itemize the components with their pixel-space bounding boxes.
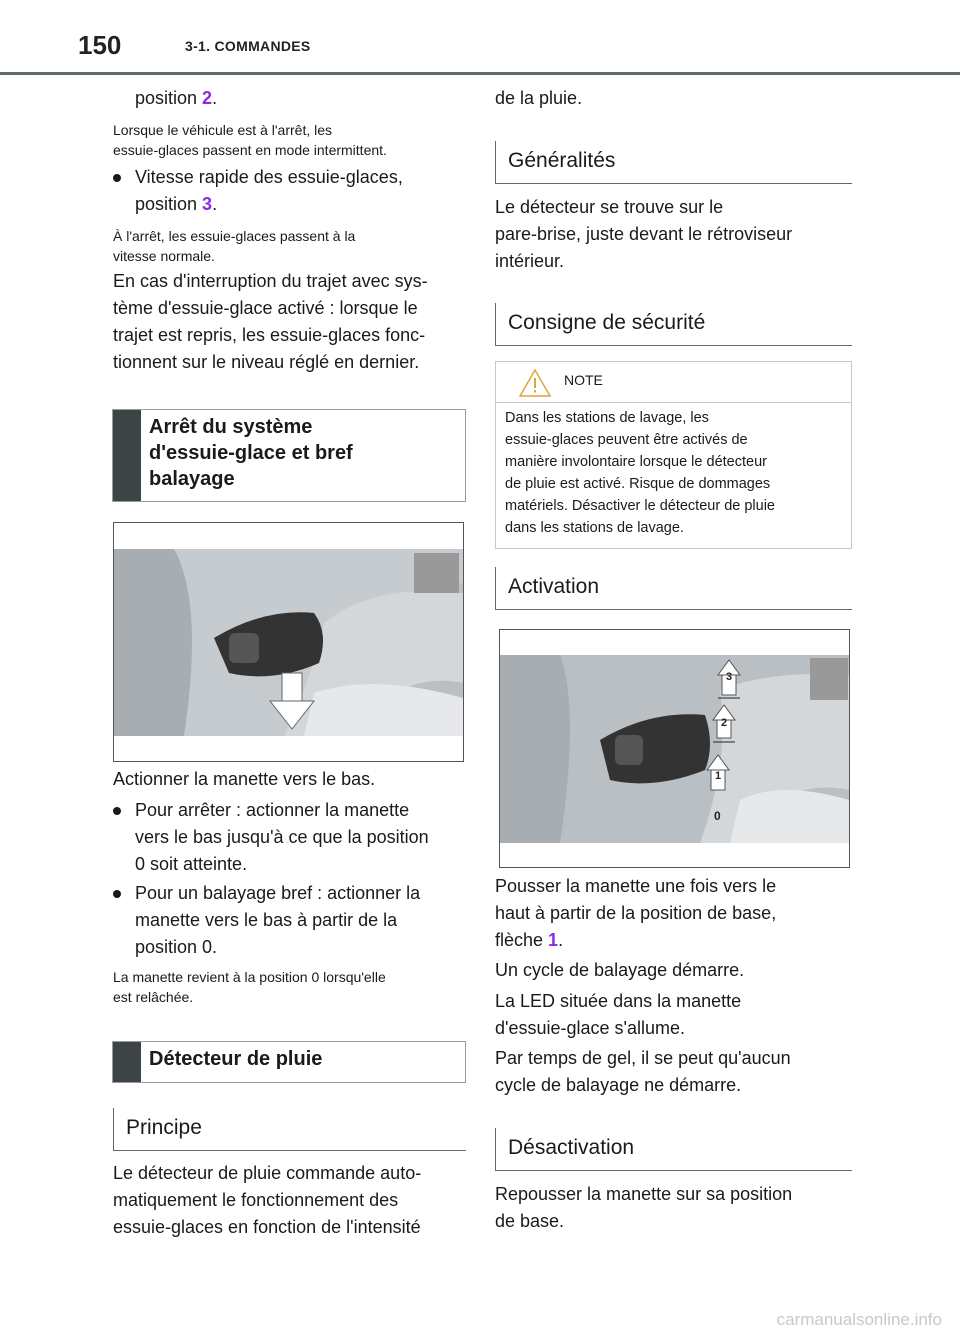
banner-title: Détecteur de pluie [149, 1048, 323, 1070]
bullet-balayage-bref: Pour un balayage bref : actionner la manette vers le bas à partir de la position 0. [135, 880, 420, 961]
subheading-consigne: Consigne de sécurité [495, 303, 852, 346]
paragraph-stop-speed: À l'arrêt, les essuie-glaces passent à la vitesse normale. [113, 228, 356, 264]
bullet-dot [113, 174, 121, 182]
subheading-desactivation: Désactivation [495, 1128, 852, 1171]
wiper-lever-down-illustration [114, 523, 463, 761]
paragraph-actionner: Actionner la manette vers le bas. [113, 769, 376, 789]
bullet-fast-speed: Vitesse rapide des essuie-glaces, position 3. [135, 164, 403, 218]
section-banner-detecteur [112, 1041, 466, 1083]
paragraph-generalites: Le détecteur se trouve sur le pare-brise, juste devant le rétroviseur intérieur. [495, 197, 793, 271]
paragraph-led: La LED située dans la manette d'essuie-glace s'allume. [495, 991, 742, 1038]
bullet-dot [113, 807, 121, 815]
note-title: NOTE [564, 372, 603, 388]
position-number: 2 [202, 88, 213, 108]
header-divider [0, 72, 960, 75]
page-number: 150 [78, 30, 122, 60]
banner-bar [113, 1042, 141, 1082]
note-box [495, 361, 852, 549]
fig-label-1: 1 [715, 770, 722, 782]
wiper-lever-positions-illustration [500, 630, 849, 867]
figure-wiper-down [113, 522, 464, 762]
note-text: Dans les stations de lavage, les essuie-glaces peuvent être activés de manière involontaire lorsque le détecteur de pluie est activé. Risque de dommages matériels. Désactiver le détecteur de pluie dans les stations de lavage. [505, 410, 775, 536]
fig-label-0: 0 [714, 809, 721, 823]
paragraph-cycle: Un cycle de balayage démarre. [495, 960, 745, 980]
bullet-dot [113, 890, 121, 898]
figure-wiper-up [499, 629, 850, 868]
paragraph-pousser: Pousser la manette une fois vers le haut à partir de la position de base, flèche 1. [495, 876, 777, 950]
note-header [496, 362, 851, 403]
paragraph-de-la-pluie: de la pluie. [495, 88, 583, 108]
section-banner-arret [112, 409, 466, 502]
subheading-principe: Principe [113, 1108, 466, 1151]
paragraph-manette-revient: La manette revient à la position 0 lorsqu'elle est relâchée. [113, 969, 386, 1005]
paragraph-gel: Par temps de gel, il se peut qu'aucun cycle de balayage ne démarre. [495, 1048, 791, 1095]
paragraph-intermittent: Lorsque le véhicule est à l'arrêt, les essuie-glaces passent en mode intermittent. [113, 122, 387, 158]
paragraph-interruption: En cas d'interruption du trajet avec sys- tème d'essuie-glace activé : lorsque le trajet est repris, les essuie-glaces fonc- tionnent sur le niveau réglé en dernier. [113, 271, 428, 372]
banner-title: Arrêt du système d'essuie-glace et bref balayage [149, 416, 353, 490]
paragraph-desactivation: Repousser la manette sur sa position de base. [495, 1184, 793, 1231]
warning-triangle-icon [518, 368, 552, 398]
watermark: carmanualsonline.info [776, 1310, 942, 1329]
bullet-arreter: Pour arrêter : actionner la manette vers le bas jusqu'à ce que la position 0 soit atteinte. [135, 797, 429, 878]
subheading-generalites: Généralités [495, 141, 852, 184]
paragraph-position-2: position 2. [135, 88, 218, 108]
subheading-activation: Activation [495, 567, 852, 610]
paragraph-principe: Le détecteur de pluie commande auto- matiquement le fonctionnement des essuie-glaces en fonction de l'intensité [113, 1163, 422, 1237]
section-title: 3-1. COMMANDES [185, 38, 311, 54]
fig-label-2: 2 [721, 717, 728, 729]
fig-label-3: 3 [726, 671, 733, 683]
banner-bar [113, 410, 141, 501]
